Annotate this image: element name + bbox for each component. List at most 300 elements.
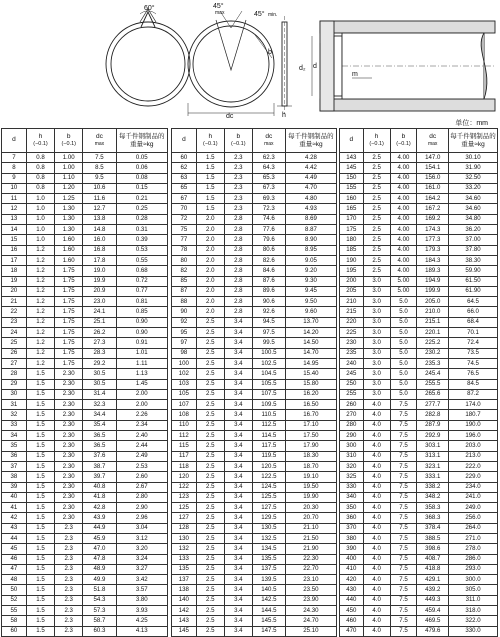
table-row [172,183,337,193]
cell-dc: 67.3 [252,183,285,193]
cell-h: 0.8 [26,153,54,163]
table-row [172,400,337,410]
cell-b: 2.30 [55,431,83,441]
table-row [2,297,168,307]
table-row [2,266,168,276]
cell-dc: 42.8 [83,503,116,513]
cell-d: 440 [340,595,364,605]
cell-h: 2.5 [196,523,224,533]
cell-weight: 0.39 [116,235,167,245]
table-row [172,163,337,173]
cell-b: 1.75 [55,328,83,338]
cell-b: 7.5 [390,544,417,554]
cell-h: 3.0 [363,369,390,379]
cell-b: 3.4 [224,513,252,523]
table-row [172,564,337,574]
cell-h: 2.5 [196,451,224,461]
cell-d: 65 [172,183,197,193]
cell-weight: 0.53 [116,245,167,255]
cell-h: 2.5 [363,214,390,224]
cell-h: 4.0 [363,420,390,430]
table-row [172,492,337,502]
cell-d: 45 [2,544,27,554]
cell-b: 2.8 [224,276,252,286]
cell-dc: 117.5 [252,441,285,451]
table-row [2,379,168,389]
table-row [340,472,498,482]
cell-b: 2.3 [55,564,83,574]
cell-h: 2.5 [196,441,224,451]
cell-weight: 256.0 [449,513,498,523]
cell-dc: 79.6 [252,235,285,245]
cell-weight: 22.70 [285,564,336,574]
cell-h: 1.5 [26,379,54,389]
cell-d: 190 [340,255,364,265]
table-row [172,606,337,616]
cell-d: 128 [172,523,197,533]
table-row [2,194,168,204]
cell-weight: 222.0 [449,461,498,471]
cell-weight: 9.50 [285,297,336,307]
header-weight: 每千件钢制品的重量≈kg [449,129,498,153]
cell-weight: 190.0 [449,420,498,430]
table-row [2,204,168,214]
table-row [2,451,168,461]
cell-b: 2.30 [55,503,83,513]
table-row [2,513,168,523]
cell-h: 4.0 [363,554,390,564]
cell-d: 9 [2,173,27,183]
cell-dc: 459.4 [417,606,449,616]
header-b: b (−0.1) [390,129,417,153]
table-row [340,194,498,204]
cell-d: 27 [2,358,27,368]
cell-h: 1.2 [26,317,54,327]
cell-dc: 164.2 [417,194,449,204]
cell-dc: 13.8 [83,214,116,224]
cell-dc: 100.5 [252,348,285,358]
table-row [2,595,168,605]
cell-h: 3.0 [363,348,390,358]
table-row [2,410,168,420]
cell-dc: 220.1 [417,328,449,338]
table-row [172,575,337,585]
cell-h: 2.5 [196,348,224,358]
cell-dc: 167.2 [417,204,449,214]
table-row [2,173,168,183]
cell-d: 17 [2,255,27,265]
cell-dc: 132.5 [252,533,285,543]
cell-b: 2.30 [55,369,83,379]
cell-dc: 16.8 [83,245,116,255]
table-row [172,245,337,255]
cell-weight: 9.45 [285,286,336,296]
cell-weight: 4.13 [116,626,167,636]
cell-d: 400 [340,554,364,564]
cell-d: 48 [2,575,27,585]
table-row [340,338,498,348]
table-row [2,286,168,296]
cell-weight: 264.0 [449,523,498,533]
table-row [172,472,337,482]
cell-b: 7.5 [390,575,417,585]
cell-b: 7.5 [390,482,417,492]
table-row [172,358,337,368]
cell-h: 2.5 [196,544,224,554]
cell-b: 3.4 [224,451,252,461]
cell-dc: 479.6 [417,626,449,636]
cell-weight: 24.70 [285,616,336,626]
cell-d: 127 [172,513,197,523]
cell-dc: 74.6 [252,214,285,224]
cell-weight: 34.60 [449,194,498,204]
cell-d: 21 [2,297,27,307]
table-row [340,451,498,461]
cell-dc: 19.0 [83,266,116,276]
cell-d: 165 [340,204,364,214]
cell-weight: 3.93 [116,606,167,616]
cell-b: 1.75 [55,286,83,296]
cell-d: 155 [340,183,364,193]
cell-weight: 61.50 [449,276,498,286]
cell-h: 1.5 [26,533,54,543]
cell-d: 33 [2,420,27,430]
cell-h: 1.5 [26,513,54,523]
cell-d: 16 [2,245,27,255]
cell-h: 3.0 [363,328,390,338]
cell-h: 2.0 [196,225,224,235]
cell-weight: 174.0 [449,400,498,410]
header-dc: dc max [252,129,285,153]
cell-h: 1.5 [196,183,224,193]
cell-weight: 0.85 [116,307,167,317]
cell-d: 70 [172,204,197,214]
cell-d: 300 [340,441,364,451]
cell-dc: 139.5 [252,575,285,585]
cell-weight: 2.00 [116,400,167,410]
cell-dc: 102.5 [252,358,285,368]
cell-d: 160 [340,194,364,204]
cell-d: 37 [2,461,27,471]
cell-h: 2.5 [196,564,224,574]
cell-d: 30 [2,389,27,399]
table-row [2,389,168,399]
cell-dc: 179.3 [417,245,449,255]
table-row [2,461,168,471]
cell-weight: 66.0 [449,307,498,317]
cell-h: 2.5 [363,225,390,235]
label-h: h [282,112,286,118]
cell-dc: 177.3 [417,235,449,245]
cell-b: 2.3 [224,204,252,214]
cell-dc: 54.3 [83,595,116,605]
cell-weight: 72.4 [449,338,498,348]
cell-h: 1.2 [26,297,54,307]
unit-label: 单位：mm [455,120,488,127]
cell-dc: 84.6 [252,266,285,276]
cell-d: 11 [2,194,27,204]
cell-d: 77 [172,235,197,245]
table-row [172,194,337,204]
cell-weight: 0.77 [116,286,167,296]
cell-dc: 11.6 [83,194,116,204]
cell-h: 1.5 [26,369,54,379]
table-row [340,328,498,338]
cell-d: 34 [2,431,27,441]
table-row [2,544,168,554]
cell-h: 2.5 [196,461,224,471]
cell-weight: 18.30 [285,451,336,461]
cell-h: 1.5 [26,431,54,441]
cell-weight: 9.05 [285,255,336,265]
cell-d: 137 [172,575,197,585]
cell-dc: 82.6 [252,255,285,265]
cell-weight: 180.7 [449,410,498,420]
cell-dc: 27.3 [83,338,116,348]
cell-d: 115 [172,441,197,451]
cell-d: 330 [340,482,364,492]
cell-dc: 80.6 [252,245,285,255]
cell-h: 1.0 [26,204,54,214]
cell-dc: 104.5 [252,369,285,379]
cell-dc: 199.9 [417,286,449,296]
cell-b: 7.5 [390,564,417,574]
cell-dc: 41.8 [83,492,116,502]
cell-d: 100 [172,358,197,368]
cell-dc: 225.2 [417,338,449,348]
cell-d: 200 [340,276,364,286]
dimension-table-3 [339,128,498,637]
cell-h: 1.5 [26,523,54,533]
cell-h: 1.5 [26,595,54,605]
cell-d: 26 [2,348,27,358]
cell-d: 75 [172,225,197,235]
cell-h: 2.5 [196,492,224,502]
cell-h: 2.0 [196,266,224,276]
cell-b: 3.4 [224,461,252,471]
cell-b: 1.60 [55,255,83,265]
cell-weight: 1.01 [116,348,167,358]
cell-weight: 25.10 [285,626,336,636]
cell-b: 5.00 [390,276,417,286]
cell-dc: 20.9 [83,286,116,296]
cell-b: 3.4 [224,492,252,502]
cell-b: 2.3 [55,616,83,626]
cell-d: 470 [340,626,364,636]
cell-b: 1.10 [55,173,83,183]
cell-weight: 4.28 [285,153,336,163]
cell-b: 5.0 [390,307,417,317]
cell-b: 1.75 [55,348,83,358]
cell-dc: 429.1 [417,575,449,585]
cell-d: 240 [340,358,364,368]
cell-dc: 119.5 [252,451,285,461]
cell-weight: 24.30 [285,606,336,616]
cell-h: 2.5 [196,389,224,399]
cell-b: 2.30 [55,379,83,389]
table-row [340,533,498,543]
cell-h: 1.2 [26,245,54,255]
cell-weight: 21.90 [285,544,336,554]
cell-weight: 0.68 [116,266,167,276]
cell-dc: 129.5 [252,513,285,523]
cell-h: 2.5 [196,513,224,523]
cell-dc: 124.5 [252,482,285,492]
table-row [340,204,498,214]
cell-b: 7.5 [390,492,417,502]
table-row [172,379,337,389]
table-row [172,307,337,317]
cell-b: 1.75 [55,358,83,368]
cell-d: 88 [172,297,197,307]
cell-dc: 235.3 [417,358,449,368]
cell-weight: 16.70 [285,410,336,420]
cell-b: 4.00 [390,245,417,255]
table-row [340,286,498,296]
cell-dc: 110.5 [252,410,285,420]
cell-d: 325 [340,472,364,482]
cell-weight: 4.25 [116,616,167,626]
cell-b: 5.0 [390,328,417,338]
table-row [340,482,498,492]
cell-h: 4.0 [363,523,390,533]
cell-b: 3.4 [224,626,252,636]
cell-b: 1.30 [55,225,83,235]
cell-d: 370 [340,523,364,533]
cell-weight: 2.44 [116,441,167,451]
table-row [340,183,498,193]
header-b: b (−0.1) [224,129,252,153]
cell-dc: 161.0 [417,183,449,193]
cell-weight: 16.50 [285,400,336,410]
cell-d: 430 [340,585,364,595]
cell-d: 170 [340,214,364,224]
cell-weight: 30.10 [449,153,498,163]
cell-d: 58 [2,616,27,626]
cell-weight: 0.72 [116,276,167,286]
cell-d: 10 [2,183,27,193]
cell-b: 7.5 [390,461,417,471]
table-row [172,513,337,523]
cell-weight: 0.06 [116,163,167,173]
cell-weight: 2.00 [116,389,167,399]
cell-weight: 73.5 [449,348,498,358]
cell-weight: 31.90 [449,163,498,173]
cell-dc: 122.5 [252,472,285,482]
table-row [172,204,337,214]
cell-h: 4.0 [363,492,390,502]
cell-d: 220 [340,317,364,327]
cell-dc: 23.0 [83,297,116,307]
cell-h: 1.5 [26,472,54,482]
cell-h: 1.2 [26,307,54,317]
cell-h: 1.0 [26,214,54,224]
cell-weight: 3.80 [116,595,167,605]
cell-h: 3.0 [363,297,390,307]
table-row [340,153,498,163]
table-row [340,400,498,410]
cell-dc: 120.5 [252,461,285,471]
cell-dc: 215.1 [417,317,449,327]
table-row [2,225,168,235]
cell-h: 1.5 [26,564,54,574]
cell-d: 29 [2,379,27,389]
cell-h: 2.5 [196,626,224,636]
cell-d: 98 [172,348,197,358]
table-row [172,482,337,492]
cell-dc: 97.5 [252,328,285,338]
table-row [172,297,337,307]
cell-h: 1.5 [26,389,54,399]
cell-d: 36 [2,451,27,461]
cell-h: 3.0 [363,307,390,317]
table-row [340,173,498,183]
cell-h: 2.5 [196,379,224,389]
cell-d: 450 [340,606,364,616]
cell-weight: 17.50 [285,431,336,441]
cell-b: 3.4 [224,564,252,574]
cell-dc: 265.6 [417,389,449,399]
cell-d: 103 [172,379,197,389]
cell-b: 1.30 [55,214,83,224]
table-row [2,606,168,616]
table-row [340,441,498,451]
cell-b: 2.3 [55,554,83,564]
table-row [340,595,498,605]
cell-b: 2.30 [55,389,83,399]
cell-dc: 142.5 [252,595,285,605]
cell-h: 4.0 [363,410,390,420]
table-row [2,431,168,441]
cell-b: 1.25 [55,194,83,204]
cell-weight: 293.0 [449,564,498,574]
cell-weight: 8.95 [285,245,336,255]
cell-dc: 277.7 [417,400,449,410]
cell-b: 2.30 [55,482,83,492]
cell-b: 2.8 [224,266,252,276]
table-row [172,235,337,245]
table-row [2,348,168,358]
cell-weight: 2.34 [116,420,167,430]
table-row [340,523,498,533]
cell-d: 28 [2,369,27,379]
cell-d: 43 [2,523,27,533]
cell-h: 2.5 [196,585,224,595]
cell-b: 5.0 [390,379,417,389]
cell-weight: 15.40 [285,369,336,379]
cell-weight: 3.12 [116,533,167,543]
cell-dc: 12.7 [83,204,116,214]
table-row [172,255,337,265]
cell-h: 2.5 [196,533,224,543]
cell-dc: 408.7 [417,554,449,564]
cell-weight: 17.10 [285,420,336,430]
cell-d: 32 [2,410,27,420]
cell-weight: 17.90 [285,441,336,451]
cell-dc: 147.0 [417,153,449,163]
cell-weight: 322.0 [449,616,498,626]
table-row [340,307,498,317]
cell-dc: 43.9 [83,513,116,523]
cell-h: 2.5 [363,153,390,163]
cell-dc: 137.5 [252,564,285,574]
cell-b: 3.4 [224,554,252,564]
cell-h: 4.0 [363,513,390,523]
cell-dc: 10.6 [83,183,116,193]
cell-h: 1.5 [196,204,224,214]
table-row [340,225,498,235]
cell-d: 145 [340,163,364,173]
